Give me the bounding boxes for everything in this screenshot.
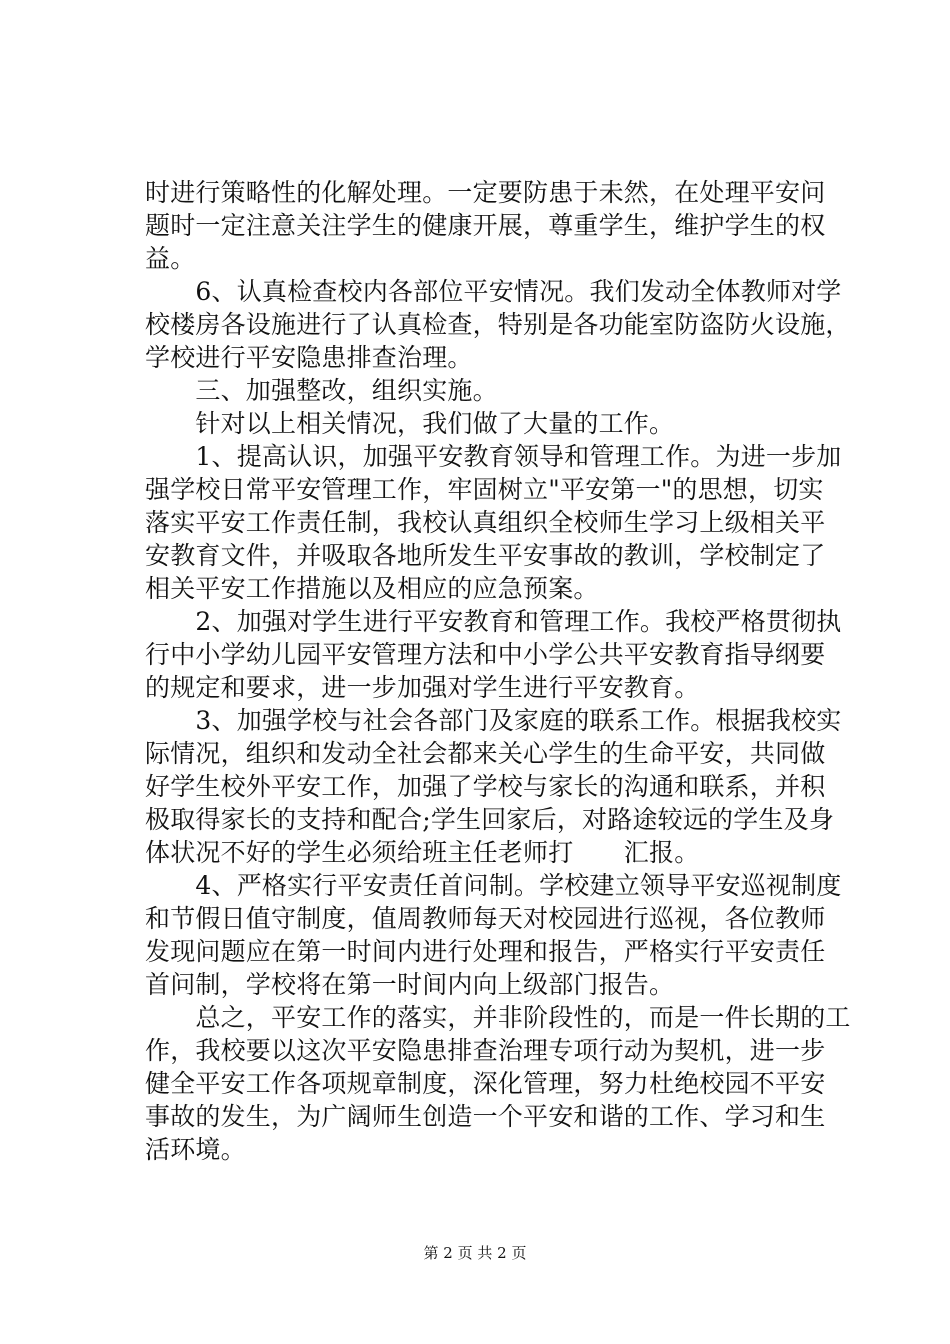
body-text-line: 健全平安工作各项规章制度，深化管理，努力杜绝校园不平安 xyxy=(145,1069,826,1098)
body-text-line: 活环境。 xyxy=(145,1135,246,1164)
body-text-line: 极取得家长的支持和配合;学生回家后，对路途较远的学生及身 xyxy=(145,805,835,834)
body-text-line: 和节假日值守制度，值周教师每天对校园进行巡视，各位教师 xyxy=(145,904,826,933)
body-text-line: 益。 xyxy=(145,244,196,273)
body-text-line: 强学校日常平安管理工作，牢固树立"平安第一"的思想，切实 xyxy=(145,475,824,504)
body-text-line: 6、认真检查校内各部位平安情况。我们发动全体教师对学 xyxy=(145,277,842,306)
body-text-line: 4、严格实行平安责任首问制。学校建立领导平安巡视制度 xyxy=(145,871,842,900)
body-text-line: 时进行策略性的化解处理。一定要防患于未然，在处理平安问 xyxy=(145,178,826,207)
body-text-line: 落实平安工作责任制，我校认真组织全校师生学习上级相关平 xyxy=(145,508,826,537)
body-text-line: 2、加强对学生进行平安教育和管理工作。我校严格贯彻执 xyxy=(145,607,842,636)
body-text-line: 1、提高认识，加强平安教育领导和管理工作。为进一步加 xyxy=(145,442,842,471)
body-text-line: 好学生校外平安工作，加强了学校与家长的沟通和联系，并积 xyxy=(145,772,826,801)
body-text-line: 针对以上相关情况，我们做了大量的工作。 xyxy=(145,409,675,438)
body-text-line: 三、加强整改，组织实施。 xyxy=(145,376,498,405)
body-text-line: 3、加强学校与社会各部门及家庭的联系工作。根据我校实 xyxy=(145,706,842,735)
body-text-line: 的规定和要求，进一步加强对学生进行平安教育。 xyxy=(145,673,700,702)
body-text-line: 发现问题应在第一时间内进行处理和报告，严格实行平安责任 xyxy=(145,937,826,966)
body-text-line: 际情况，组织和发动全社会都来关心学生的生命平安，共同做 xyxy=(145,739,826,768)
body-text-line: 题时一定注意关注学生的健康开展，尊重学生，维护学生的权 xyxy=(145,211,826,240)
body-text-line: 学校进行平安隐患排查治理。 xyxy=(145,343,473,372)
body-text-line: 安教育文件，并吸取各地所发生平安事故的教训，学校制定了 xyxy=(145,541,826,570)
body-text-line: 体状况不好的学生必须给班主任老师打 汇报。 xyxy=(145,838,700,867)
body-text-line: 事故的发生，为广阔师生创造一个平安和谐的工作、学习和生 xyxy=(145,1102,826,1131)
document-body xyxy=(145,176,851,1166)
body-text-line: 首问制，学校将在第一时间内向上级部门报告。 xyxy=(145,970,675,999)
body-text-line: 作，我校要以这次平安隐患排查治理专项行动为契机，进一步 xyxy=(145,1036,826,1065)
body-text-line: 校楼房各设施进行了认真检查，特别是各功能室防盗防火设施， xyxy=(145,310,851,339)
body-text-line: 相关平安工作措施以及相应的应急预案。 xyxy=(145,574,599,603)
page-footer: 第 2 页 共 2 页 xyxy=(423,1244,527,1262)
body-text-line: 行中小学幼儿园平安管理方法和中小学公共平安教育指导纲要 xyxy=(145,640,826,669)
body-text-line: 总之，平安工作的落实，并非阶段性的，而是一件长期的工 xyxy=(145,1003,851,1032)
